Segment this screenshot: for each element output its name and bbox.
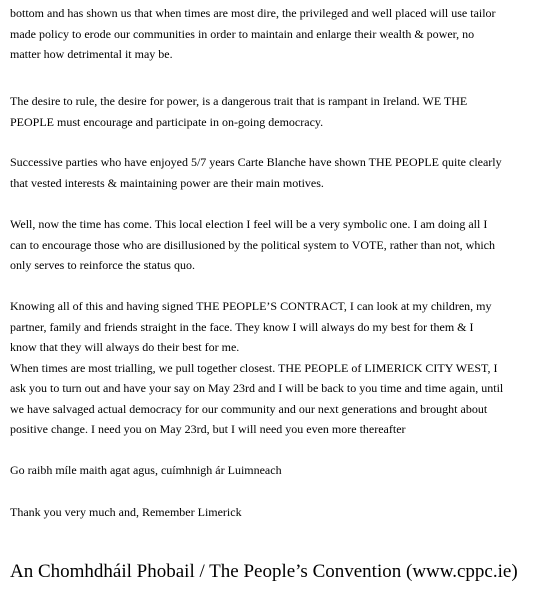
text-line: know that they will always do their best for me.	[10, 340, 240, 354]
text-line: When times are most trialling, we pull together closest. THE PEOPLE of LIMERICK CITY WEST, I	[10, 360, 498, 375]
paragraph	[10, 214, 495, 276]
paragraph	[10, 502, 242, 523]
text-line: that vested interests & maintaining power are their main motives.	[10, 175, 324, 190]
text-line: The desire to rule, the desire for power, is a dangerous trait that is rampant in Ireland. WE THE	[10, 94, 468, 108]
text-line: Knowing all of this and having signed THE PEOPLE’S CONTRACT, I can look at my children, my	[10, 299, 492, 313]
text-line: only serves to reinforce the status quo.	[10, 258, 195, 272]
footer-title: An Chomhdháil Phobail / The People’s Convention (www.cppc.ie)	[10, 561, 518, 582]
text-line: PEOPLE must encourage and participate in on-going democracy.	[10, 114, 324, 129]
paragraph	[10, 152, 502, 193]
text-line: partner, family and friends straight in the face. They know I will always do my best for them & I	[10, 319, 474, 334]
text-line: Go raibh míle maith agat agus, cuímhnigh ár Luimneach	[10, 463, 282, 477]
text-line: Thank you very much and, Remember Limerick	[10, 505, 242, 519]
paragraph	[10, 91, 467, 132]
paragraph	[10, 460, 282, 481]
text-line: Well, now the time has come. This local election I feel will be a very symbolic one. I am doing all I	[10, 217, 488, 231]
text-line: positive change. I need you on May 23rd, but I will need you even more thereafter	[10, 422, 406, 436]
text-line: bottom and has shown us that when times are most dire, the privileged and well placed will use tailor	[10, 6, 496, 20]
text-line: matter how detrimental it may be.	[10, 47, 173, 61]
text-line: Successive parties who have enjoyed 5/7 years Carte Blanche have shown THE PEOPLE quite clearly	[10, 155, 502, 169]
text-line: we have salvaged actual democracy for our community and our next generations and brought about	[10, 401, 488, 416]
text-line: can to encourage those who are disillusioned by the political system to VOTE, rather than not, which	[10, 237, 495, 252]
paragraph	[10, 296, 503, 440]
text-line: ask you to turn out and have your say on May 23rd and I will be back to you time and time again, until	[10, 381, 504, 395]
text-line: made policy to erode our communities in order to maintain and enlarge their wealth & power, no	[10, 26, 475, 41]
paragraph	[10, 3, 496, 65]
